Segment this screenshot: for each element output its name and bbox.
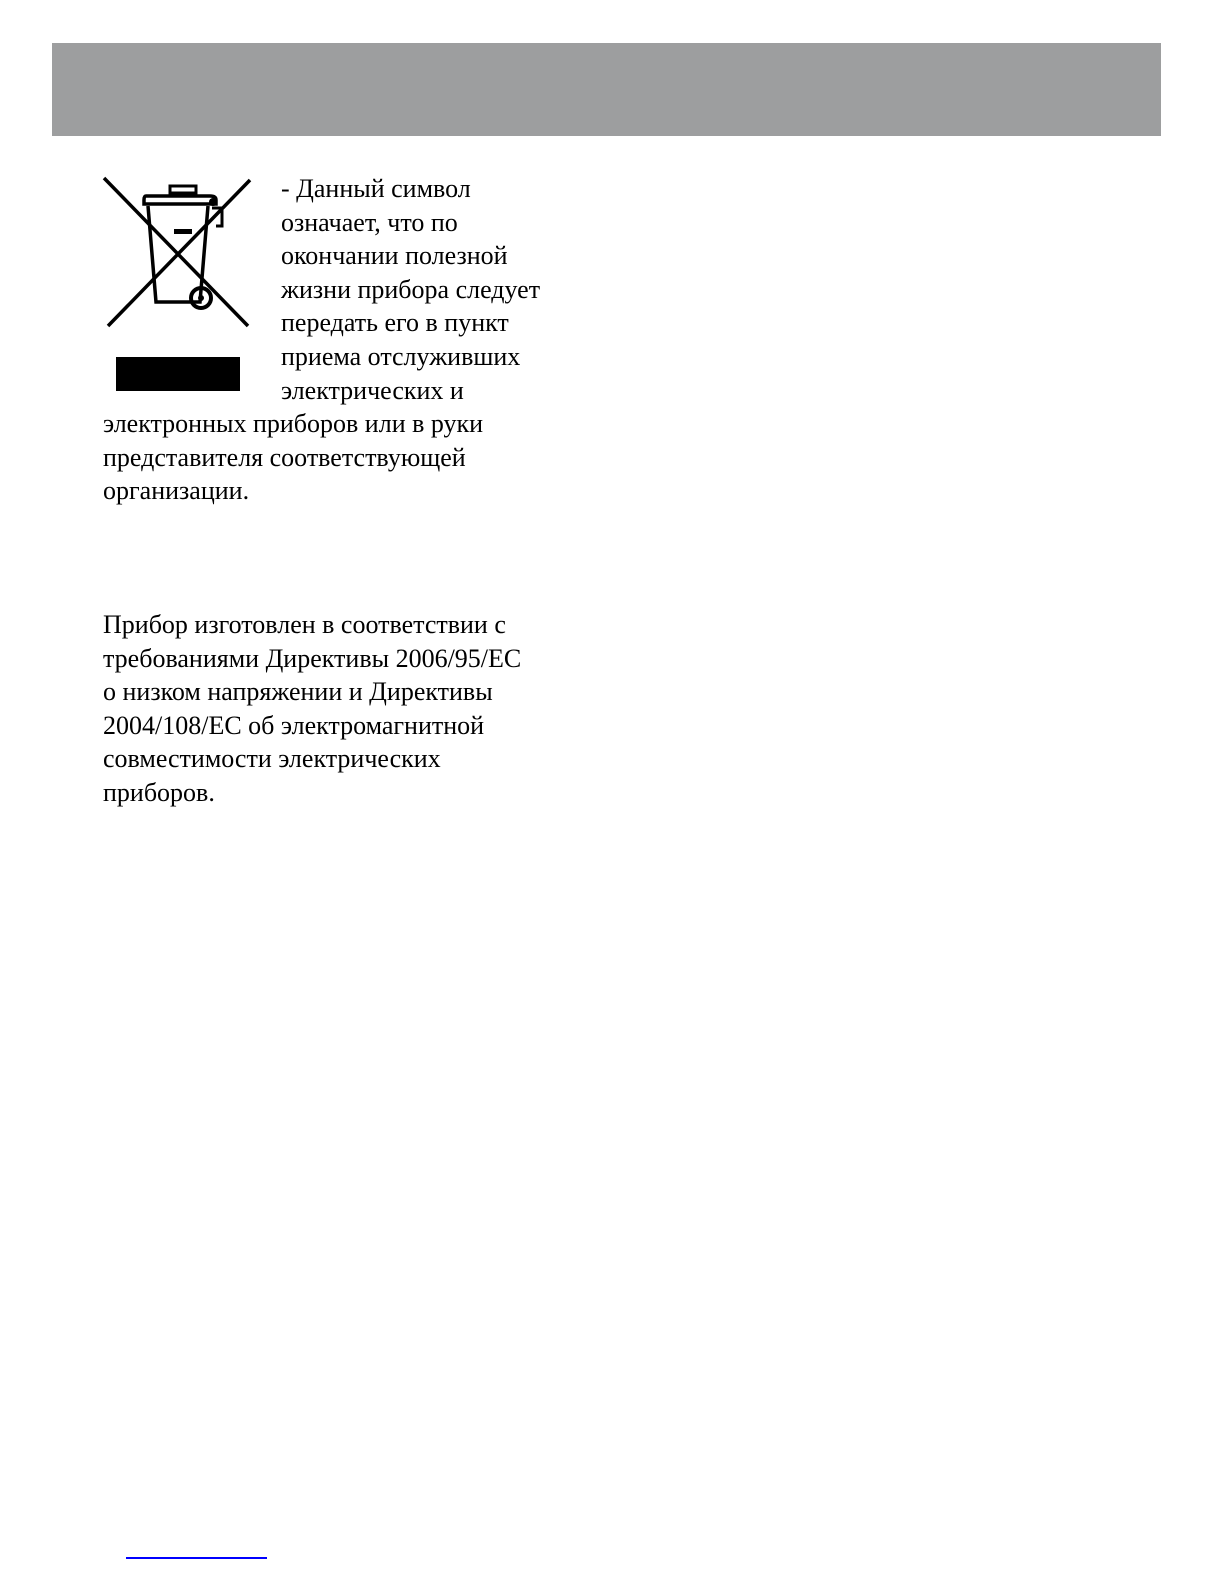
compliance-notice-line: о низком напряжении и Директивы <box>103 677 493 707</box>
disposal-notice-line: жизни прибора следует <box>281 274 541 304</box>
disposal-notice-line: окончании полезной <box>281 241 508 271</box>
disposal-notice-line: передать его в пункт <box>281 308 509 338</box>
disposal-notice <box>103 172 573 508</box>
compliance-notice-line: совместимости электрических <box>103 744 441 774</box>
compliance-notice-line: Прибор изготовлен в соответствии с <box>103 610 506 639</box>
disposal-notice-line: приема отслуживших <box>281 341 521 371</box>
compliance-notice-line: требованиями Директивы 2006/95/EC <box>103 643 522 673</box>
compliance-notice-line: 2004/108/EC об электромагнитной <box>103 710 485 740</box>
disposal-notice-line: представителя соответствующей <box>103 442 466 472</box>
disposal-notice-line: электрических и <box>281 375 464 405</box>
disposal-notice-line: электронных приборов или в руки <box>103 409 484 439</box>
footnote-rule <box>126 1557 267 1559</box>
compliance-notice <box>103 608 573 810</box>
disposal-notice-line: - Данный символ <box>281 174 471 203</box>
compliance-notice-line: приборов. <box>103 777 215 807</box>
header-band <box>52 43 1161 136</box>
disposal-notice-line: организации. <box>103 476 250 506</box>
disposal-notice-line: означает, что по <box>281 207 458 237</box>
